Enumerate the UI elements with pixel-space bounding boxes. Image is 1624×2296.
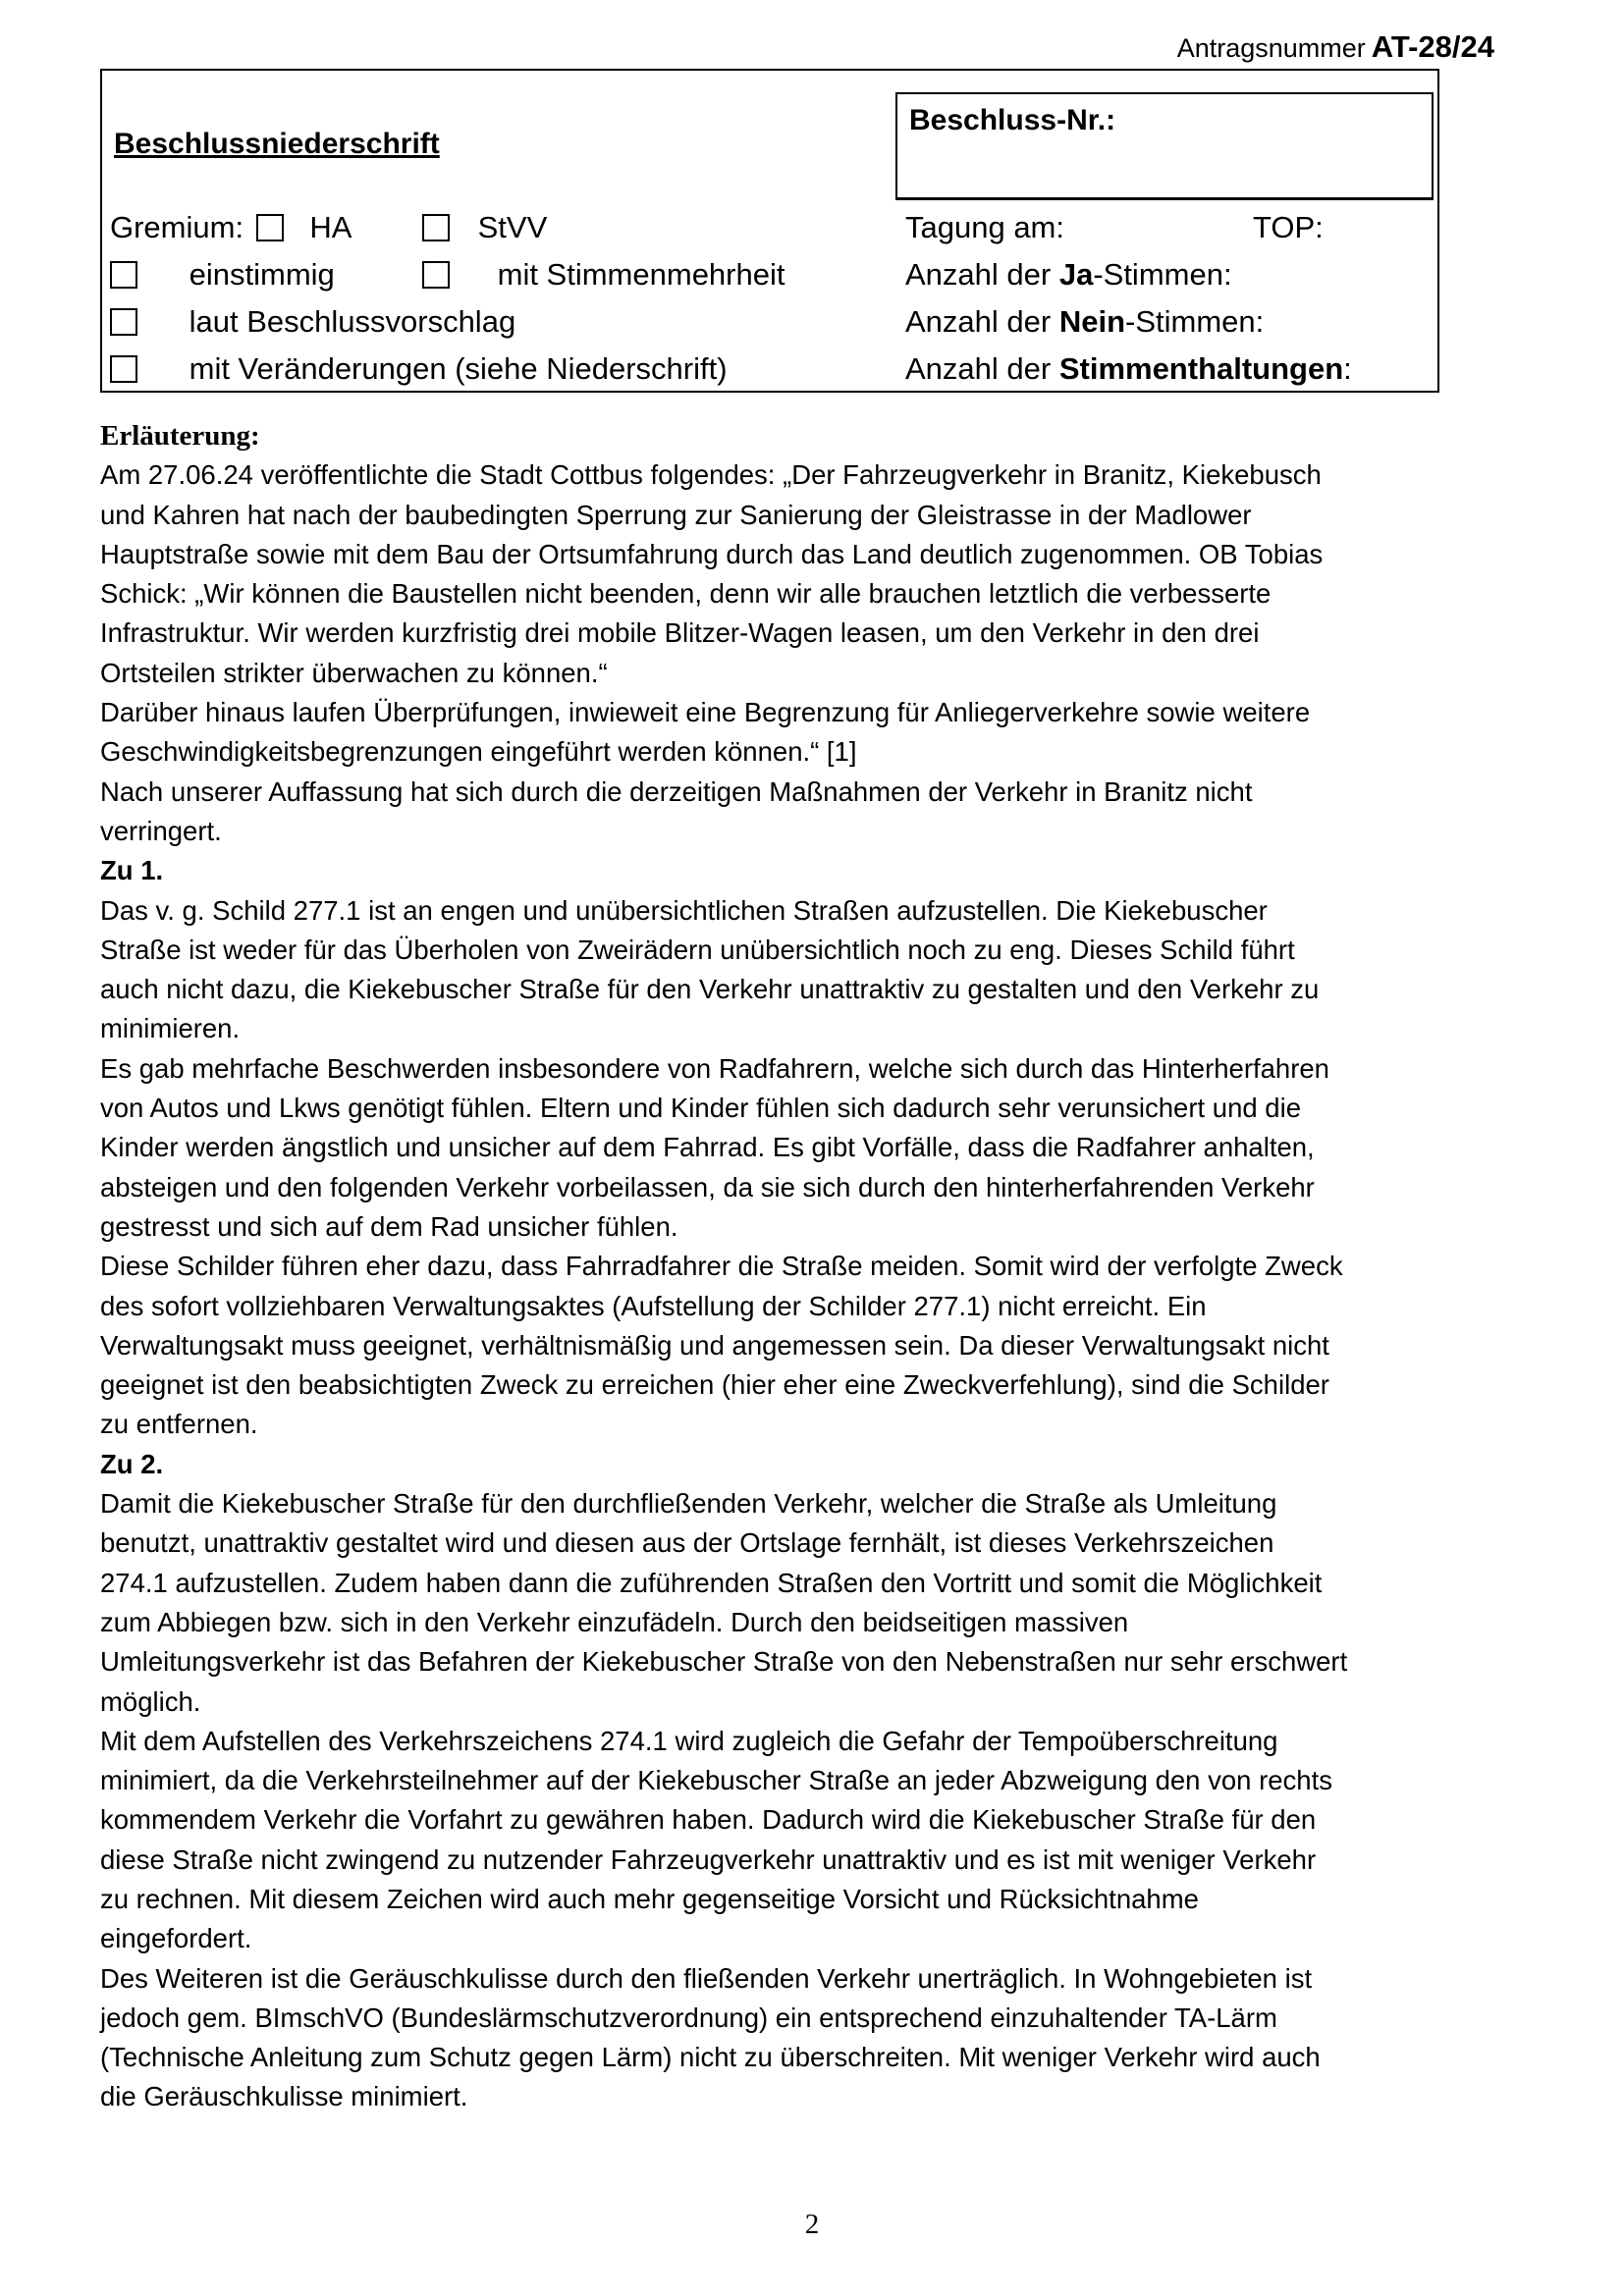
text-line: Infrastruktur. Wir werden kurzfristig drei mobile Blitzer-Wagen leasen, um den Verkehr in den drei bbox=[100, 617, 1260, 649]
zu1-heading: Zu 1. bbox=[100, 855, 164, 886]
text-line: Schick: „Wir können die Baustellen nicht beenden, denn wir alle brauchen letztlich die verbesserte bbox=[100, 578, 1272, 610]
einstimmig-label: einstimmig bbox=[189, 257, 335, 292]
tagung-label: Tagung am: bbox=[905, 210, 1064, 244]
veraenderungen-label: mit Veränderungen (siehe Niederschrift) bbox=[189, 351, 728, 386]
text-line: kommendem Verkehr die Vorfahrt zu gewähren haben. Dadurch wird die Kiekebuscher Straße für den bbox=[100, 1804, 1317, 1836]
nein-suffix: -Stimmen: bbox=[1125, 304, 1265, 339]
nein-prefix: Anzahl der bbox=[905, 304, 1059, 339]
text-line: zu rechnen. Mit diesem Zeichen wird auch mehr gegenseitige Vorsicht und Rücksichtnahme bbox=[100, 1883, 1199, 1914]
stvv-option bbox=[422, 210, 547, 245]
stvv-label: StVV bbox=[477, 210, 548, 244]
veraenderungen-option bbox=[110, 351, 728, 387]
beschluss-nr-box[interactable] bbox=[895, 92, 1434, 200]
stvv-checkbox[interactable] bbox=[422, 214, 450, 241]
page-number: 2 bbox=[804, 2209, 820, 2240]
gremium-row bbox=[110, 210, 352, 245]
mehrheit-checkbox[interactable] bbox=[422, 261, 450, 289]
erlaeuterung-section bbox=[100, 416, 1514, 2117]
text-line: absteigen und den folgenden Verkehr vorbeilassen, da sie sich durch den hinterherfahrenden Verkehr bbox=[100, 1171, 1315, 1202]
mehrheit-option bbox=[422, 257, 785, 293]
text-line: Verwaltungsakt muss geeignet, verhältnismäßig und angemessen sein. Da dieser Verwaltungsakt nicht bbox=[100, 1329, 1329, 1361]
ha-checkbox[interactable] bbox=[256, 214, 284, 241]
nein-bold: Nein bbox=[1058, 304, 1126, 339]
enth-suffix: : bbox=[1343, 351, 1352, 386]
text-line: Des Weiteren ist die Geräuschkulisse durch den fließenden Verkehr unerträglich. In Wohngebieten ist bbox=[100, 1962, 1313, 1994]
antragsnummer bbox=[1177, 29, 1494, 65]
text-line: zu entfernen. bbox=[100, 1409, 258, 1440]
nein-stimmen-field bbox=[905, 304, 1264, 340]
text-line: Das v. g. Schild 277.1 ist an engen und unübersichtlichen Straßen aufzustellen. Die Kiekebuscher bbox=[100, 894, 1268, 926]
text-line: Hauptstraße sowie mit dem Bau der Ortsumfahrung durch das Land deutlich zugenommen. OB Tobias bbox=[100, 538, 1324, 569]
text-line: Damit die Kiekebuscher Straße für den durchfließenden Verkehr, welcher die Straße als Umleitung bbox=[100, 1488, 1277, 1520]
text-line: verringert. bbox=[100, 815, 222, 846]
form-title: Beschlussniederschrift bbox=[114, 128, 440, 160]
text-line: Nach unserer Auffassung hat sich durch die derzeitigen Maßnahmen der Verkehr in Branitz nicht bbox=[100, 775, 1253, 807]
text-line: Mit dem Aufstellen des Verkehrszeichens 274.1 wird zugleich die Gefahr der Tempoüberschreitung bbox=[100, 1725, 1278, 1756]
text-line: gestresst und sich auf dem Rad unsicher fühlen. bbox=[100, 1210, 678, 1242]
ha-label: HA bbox=[309, 210, 352, 244]
text-line: Darüber hinaus laufen Überprüfungen, inwieweit eine Begrenzung für Anliegerverkehre sowie weitere bbox=[100, 697, 1311, 728]
ja-prefix: Anzahl der bbox=[905, 257, 1059, 292]
text-line: Ortsteilen strikter überwachen zu können.“ bbox=[100, 657, 608, 688]
text-line: minimieren. bbox=[100, 1013, 241, 1044]
text-line: Straße ist weder für das Überholen von Zweirädern unübersichtlich noch zu eng. Dieses Schild führt bbox=[100, 934, 1295, 965]
antragsnummer-value: AT-28/24 bbox=[1371, 29, 1494, 64]
gremium-label: Gremium: bbox=[110, 210, 244, 244]
top-label: TOP: bbox=[1253, 210, 1324, 244]
antragsnummer-label: Antragsnummer bbox=[1176, 33, 1366, 63]
beschluss-nr-label: Beschluss-Nr.: bbox=[909, 104, 1116, 136]
text-line: benutzt, unattraktiv gestaltet wird und diesen aus der Ortslage fernhält, ist dieses Verkehrszeichen bbox=[100, 1527, 1274, 1559]
enthaltungen-field bbox=[905, 351, 1352, 387]
einstimmig-checkbox[interactable] bbox=[110, 261, 137, 289]
text-line: möglich. bbox=[100, 1685, 201, 1717]
text-line: 274.1 aufzustellen. Zudem haben dann die zuführenden Straßen den Vortritt und somit die Möglichkeit bbox=[100, 1567, 1323, 1598]
mehrheit-label: mit Stimmenmehrheit bbox=[497, 257, 785, 292]
text-line: eingefordert. bbox=[100, 1923, 252, 1954]
text-line: Diese Schilder führen eher dazu, dass Fahrradfahrer die Straße meiden. Somit wird der verfolgte Zweck bbox=[100, 1251, 1343, 1282]
einstimmig-option bbox=[110, 257, 335, 293]
ja-suffix: -Stimmen: bbox=[1093, 257, 1232, 292]
top-field bbox=[1253, 210, 1324, 245]
erlaeuterung-heading: Erläuterung: bbox=[100, 420, 260, 452]
text-line: des sofort vollziehbaren Verwaltungsaktes (Aufstellung der Schilder 277.1) nicht erreicht. Ein bbox=[100, 1290, 1207, 1321]
enth-prefix: Anzahl der bbox=[905, 351, 1059, 386]
text-line: Umleitungsverkehr ist das Befahren der Kiekebuscher Straße von den Nebenstraßen nur sehr erschwert bbox=[100, 1646, 1348, 1678]
laut-option bbox=[110, 304, 515, 340]
text-line: (Technische Anleitung zum Schutz gegen Lärm) nicht zu überschreiten. Mit weniger Verkehr wird auch bbox=[100, 2042, 1321, 2073]
veraenderungen-checkbox[interactable] bbox=[110, 355, 137, 383]
zu1-paragraphs bbox=[100, 891, 1514, 1445]
enth-bold: Stimmenthaltungen bbox=[1058, 351, 1344, 386]
text-line: minimiert, da die Verkehrsteilnehmer auf der Kiekebuscher Straße an jeder Abzweigung den von rechts bbox=[100, 1765, 1332, 1796]
text-line: Es gab mehrfache Beschwerden insbesondere von Radfahrern, welche sich durch das Hinterherfahren bbox=[100, 1052, 1329, 1084]
text-line: und Kahren hat nach der baubedingten Sperrung zur Sanierung der Gleistrasse in der Madlower bbox=[100, 499, 1252, 530]
text-line: auch nicht dazu, die Kiekebuscher Straße für den Verkehr unattraktiv zu gestalten und den Verkehr zu bbox=[100, 974, 1320, 1005]
laut-label: laut Beschlussvorschlag bbox=[189, 304, 516, 339]
zu2-heading: Zu 2. bbox=[100, 1448, 164, 1479]
text-line: von Autos und Lkws genötigt fühlen. Eltern und Kinder fühlen sich dadurch sehr verunsichert und die bbox=[100, 1093, 1301, 1124]
zu2-paragraphs bbox=[100, 1484, 1514, 2117]
text-line: geeignet ist den beabsichtigten Zweck zu erreichen (hier eher eine Zweckverfehlung), sind die Schilder bbox=[100, 1369, 1329, 1401]
text-line: Kinder werden ängstlich und unsicher auf dem Fahrrad. Es gibt Vorfälle, dass die Radfahrer anhalten, bbox=[100, 1132, 1315, 1163]
text-line: die Geräuschkulisse minimiert. bbox=[100, 2081, 468, 2112]
text-line: Geschwindigkeitsbegrenzungen eingeführt werden können.“ [1] bbox=[100, 736, 857, 768]
text-line: diese Straße nicht zwingend zu nutzender Fahrzeugverkehr unattraktiv und es ist mit weniger Verkehr bbox=[100, 1843, 1317, 1875]
ja-bold: Ja bbox=[1058, 257, 1094, 292]
text-line: Am 27.06.24 veröffentlichte die Stadt Cottbus folgendes: „Der Fahrzeugverkehr in Branitz, Kiekebusch bbox=[100, 459, 1322, 491]
laut-checkbox[interactable] bbox=[110, 308, 137, 336]
ja-stimmen-field bbox=[905, 257, 1232, 293]
beschluss-form bbox=[100, 69, 1439, 393]
text-line: zum Abbiegen bzw. sich in den Verkehr einzufädeln. Durch den beidseitigen massiven bbox=[100, 1606, 1129, 1637]
text-line: jedoch gem. BImschVO (Bundeslärmschutzverordnung) ein entsprechend einzuhaltender TA-Lärm bbox=[100, 2002, 1277, 2033]
intro-paragraphs bbox=[100, 455, 1514, 851]
tagung-field bbox=[905, 210, 1064, 245]
